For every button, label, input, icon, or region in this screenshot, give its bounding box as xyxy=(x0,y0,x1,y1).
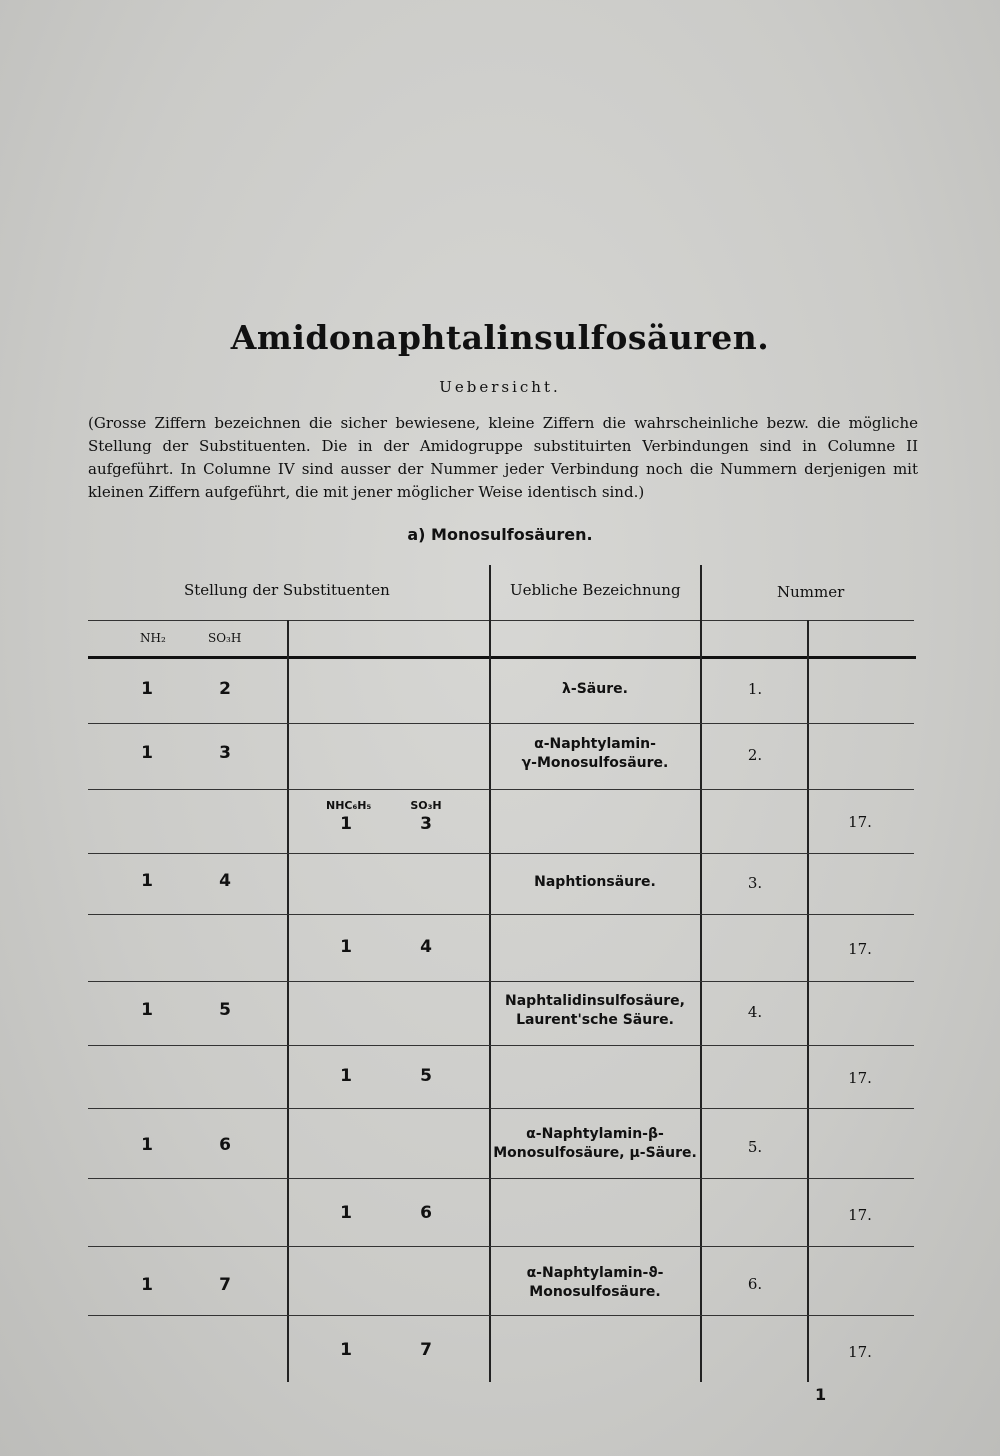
table-cell-so3h: 4 xyxy=(219,871,231,891)
table-cell-so3h: 3 xyxy=(420,814,432,834)
table-cell-number: 6. xyxy=(747,1275,763,1293)
table-cell-so3h: 3 xyxy=(219,743,231,763)
subheader-nh2: NH₂ xyxy=(140,631,166,645)
explanatory-note: (Grosse Ziffern bezeichnen die sicher bewiesene, kleine Ziffern die wahrscheinliche bezw. die mögliche Stellung der Substituenten. Die in der Amidogruppe substituirten Verbindungen sind in Columne II aufgeführt. In Columne IV sind ausser der Nummer jeder Verbindung noch die Nummern derjenigen mit kleinen Ziffern aufgeführt, die mit jener möglicher Weise identisch sind.) xyxy=(88,414,918,501)
table-cell-so3h: 7 xyxy=(219,1275,231,1295)
column-divider xyxy=(700,565,702,621)
table-cell-nhc6h5: 1 xyxy=(340,1066,352,1086)
table-cell-ref: 17. xyxy=(848,1206,872,1224)
table-cell-name: λ-Säure. xyxy=(562,681,628,697)
column-divider xyxy=(700,658,702,1382)
table-cell-name: Naphtalidinsulfosäure, Laurent'sche Säure. xyxy=(505,993,685,1028)
table-cell-nhc6h5: 1 xyxy=(340,1203,352,1223)
table-cell-so3h: 7 xyxy=(420,1340,432,1360)
row-rule xyxy=(88,981,914,982)
table-cell-nh2: 1 xyxy=(141,679,153,699)
table-cell-nh2: 1 xyxy=(141,743,153,763)
table-cell-so3h: 5 xyxy=(420,1066,432,1086)
subheader-so3h: SO₃H xyxy=(208,631,242,645)
table-cell-number: 5. xyxy=(747,1138,763,1156)
column-divider xyxy=(700,620,702,658)
table-cell-so3h: 2 xyxy=(219,679,231,699)
table-cell-name: α-Naphtylamin-β- Monosulfosäure, μ-Säure. xyxy=(493,1126,697,1161)
row-rule xyxy=(88,853,914,854)
row-rule xyxy=(88,1315,914,1316)
column-divider xyxy=(807,620,809,658)
table-cell-so3h: 5 xyxy=(219,1000,231,1020)
column-divider xyxy=(807,658,809,1382)
table-cell-number: 4. xyxy=(747,1003,763,1021)
table-cell-nhc6h5: 1 xyxy=(340,1340,352,1360)
row-rule xyxy=(88,1178,914,1179)
header-number: Nummer xyxy=(777,583,845,601)
row-rule xyxy=(88,1045,914,1046)
table-cell-number: 3. xyxy=(747,874,763,892)
row-rule xyxy=(88,1108,914,1109)
table-cell-nh2: 1 xyxy=(141,1135,153,1155)
table-cell-so3h: 6 xyxy=(420,1203,432,1223)
page-title: Amidonaphtalinsulfosäuren. xyxy=(230,318,770,357)
row-rule xyxy=(88,1246,914,1247)
header-rule xyxy=(88,620,914,621)
column-divider xyxy=(287,658,289,1382)
subheader-so3h-inline: SO₃H xyxy=(410,799,442,812)
table-cell-number: 1. xyxy=(747,680,763,698)
section-title: a) Monosulfosäuren. xyxy=(407,525,593,544)
column-divider xyxy=(489,620,491,658)
table-cell-number: 2. xyxy=(747,746,763,764)
subtitle: Uebersicht. xyxy=(439,378,561,396)
page-number: 1 xyxy=(815,1385,827,1404)
header-position-of-substituents: Stellung der Substituenten xyxy=(184,581,390,599)
row-rule xyxy=(88,789,914,790)
table-cell-nh2: 1 xyxy=(141,871,153,891)
column-divider xyxy=(489,658,491,1382)
table-cell-nh2: 1 xyxy=(141,1000,153,1020)
header-thick-rule xyxy=(88,656,916,659)
column-divider xyxy=(489,565,491,621)
table-cell-so3h: 6 xyxy=(219,1135,231,1155)
table-cell-name: α-Naphtylamin-ϑ- Monosulfosäure. xyxy=(526,1265,664,1300)
row-rule xyxy=(88,914,914,915)
row-rule xyxy=(88,723,914,724)
table-cell-ref: 17. xyxy=(848,1069,872,1087)
table-cell-so3h: 4 xyxy=(420,937,432,957)
table-cell-name: α-Naphtylamin- γ-Monosulfosäure. xyxy=(521,736,669,771)
column-divider xyxy=(287,620,289,658)
header-common-name: Uebliche Bezeichnung xyxy=(510,581,681,599)
table-cell-nhc6h5: 1 xyxy=(340,937,352,957)
table-cell-ref: 17. xyxy=(848,1343,872,1361)
table-cell-ref: 17. xyxy=(848,940,872,958)
table-cell-name: Naphtionsäure. xyxy=(534,874,656,890)
table-cell-nh2: 1 xyxy=(141,1275,153,1295)
table-cell-nhc6h5: 1 xyxy=(340,814,352,834)
table-cell-ref: 17. xyxy=(848,813,872,831)
subheader-nhc6h5: NHC₆H₅ xyxy=(326,799,372,812)
